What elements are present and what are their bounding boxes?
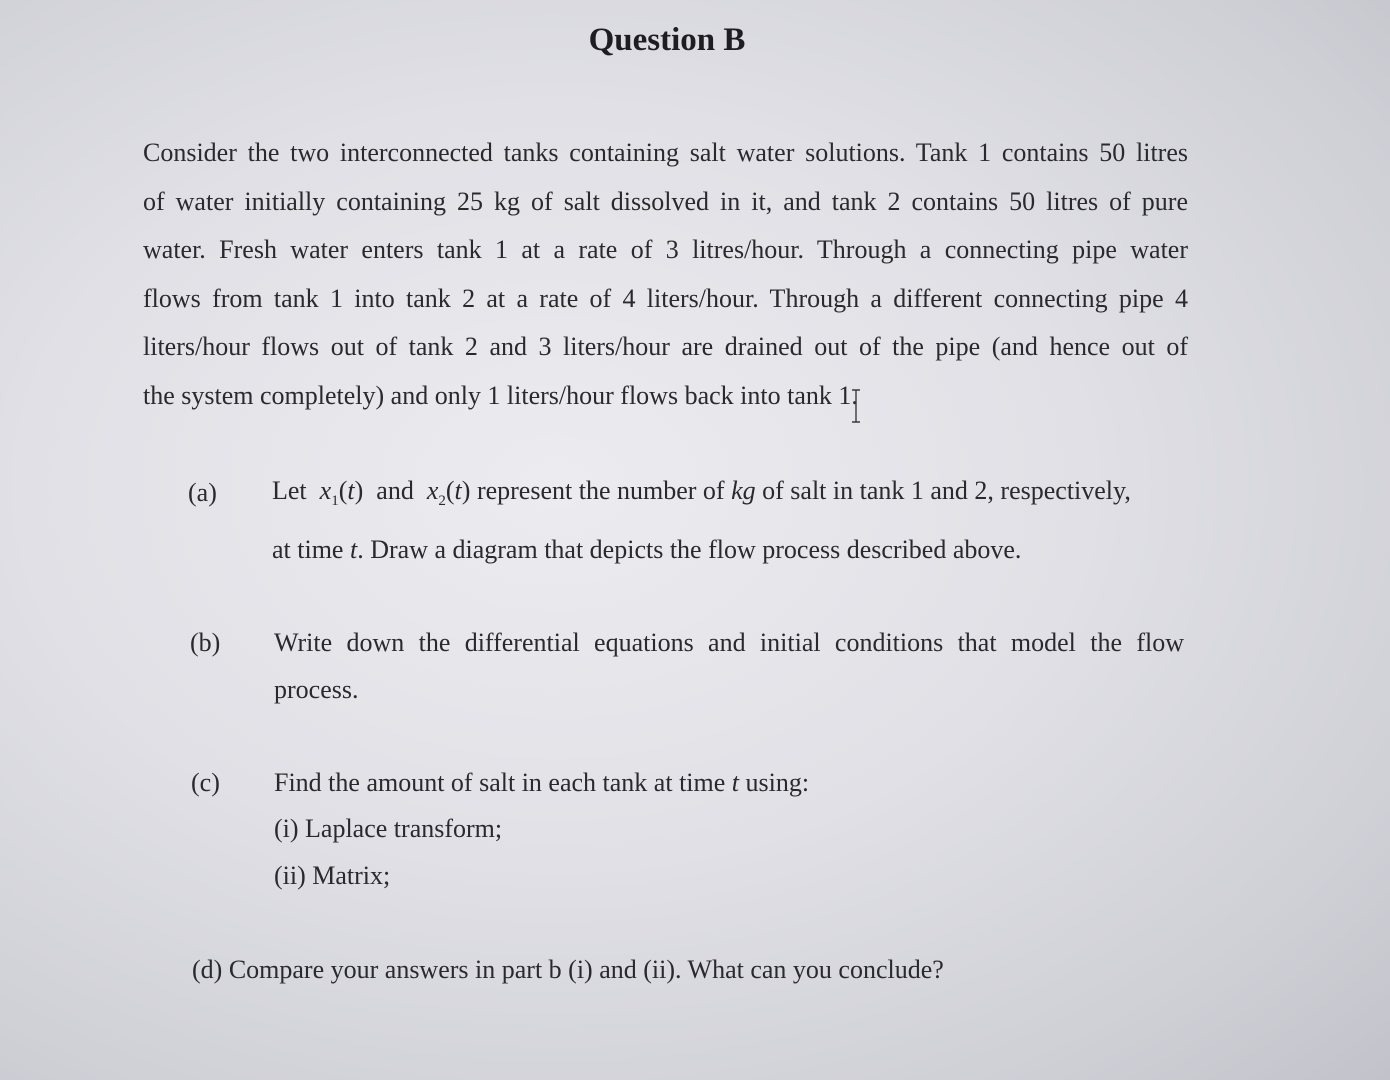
part-c-item-1: (i) Laplace transform;: [274, 814, 503, 843]
part-a-label: (a): [188, 478, 217, 507]
part-a-rest2: of salt in tank 1 and 2, respectively,: [762, 476, 1131, 505]
part-c-line1-pre: Find the amount of salt in each tank at time: [274, 768, 726, 797]
intro-line: liters/hour flows out of tank 2 and 3 liters/hour are drained out of the pipe (and hence out of: [143, 332, 1188, 361]
part-c-line1: [274, 768, 809, 798]
part-b-label: (b): [190, 628, 221, 657]
part-a-let: Let: [272, 476, 307, 505]
part-d-text: (d) Compare your answers in part b (i) and (ii). What can you conclude?: [192, 955, 944, 984]
intro-line: flows from tank 1 into tank 2 at a rate of 4 liters/hour. Through a different connecting pipe 4: [143, 283, 1188, 313]
part-c-item-2: (ii) Matrix;: [274, 861, 391, 890]
part-a-line2-pre: at time: [272, 535, 344, 564]
intro-line: of water initially containing 25 kg of salt dissolved in it, and tank 2 contains 50 litres of pure: [143, 186, 1188, 216]
x1-subscript: 1: [331, 493, 339, 510]
t-var: t: [349, 535, 358, 564]
intro-paragraph: [143, 134, 1188, 425]
part-a-rest: represent the number of: [476, 476, 725, 505]
x2-subscript: 2: [438, 493, 446, 510]
page-title: Question B: [588, 22, 746, 58]
x1-var: x: [319, 476, 332, 505]
part-a-and: and: [376, 476, 414, 505]
part-b-line1: Write down the differential equations and initial conditions that model the flow: [274, 628, 1184, 657]
part-c-line1-post: using:: [745, 768, 810, 797]
x2-var: x: [426, 476, 439, 505]
intro-line: Consider the two interconnected tanks containing salt water solutions. Tank 1 contains 50 litres: [143, 138, 1188, 167]
text-cursor-icon: [850, 388, 862, 424]
intro-line: water. Fresh water enters tank 1 at a rate of 3 litres/hour. Through a connecting pipe water: [143, 235, 1188, 264]
part-b-line2: process.: [274, 675, 359, 704]
t-var: t: [347, 476, 355, 505]
kg-var: kg: [731, 476, 756, 505]
t-var: t: [454, 476, 462, 505]
part-a-line2-post: . Draw a diagram that depicts the flow process described above.: [357, 535, 1022, 564]
part-c-label: (c): [191, 768, 220, 797]
part-a-line2: [272, 535, 1021, 565]
t-var: t: [731, 768, 740, 797]
part-a-line1: Let $x_1(t)$ and $x_2(t)$ represent the number of kg of salt in tank 1 and 2, respectively,: [272, 476, 1131, 510]
intro-line: the system completely) and only 1 liters/hour flows back into tank 1.: [143, 380, 858, 410]
